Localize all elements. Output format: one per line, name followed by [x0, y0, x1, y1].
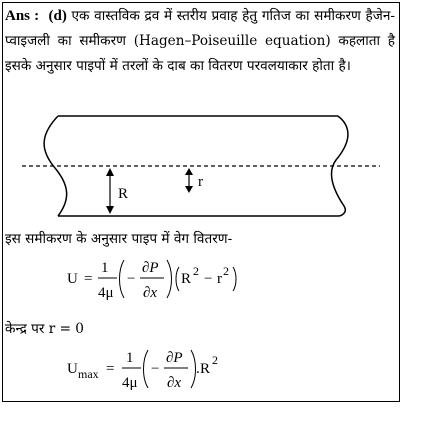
eq2-dx: ∂x: [167, 375, 182, 391]
eq2-minus: −: [151, 361, 160, 377]
eq1-denominator: 4μ: [98, 285, 114, 301]
eq1-r-exponent: 2: [223, 264, 229, 278]
eq1-r: r: [217, 271, 222, 287]
centre-condition-line: केन्द्र पर r = 0: [5, 321, 84, 337]
eq1-lhs: U: [67, 271, 78, 287]
eq1-minus2: −: [204, 271, 213, 287]
eq1-dx: ∂x: [143, 285, 158, 301]
radius-label: R: [118, 186, 129, 202]
eq2-subscript: max: [78, 367, 99, 381]
eq1-equals: =: [84, 271, 93, 287]
answer-label: Ans :: [5, 8, 40, 24]
eq2-numerator: 1: [126, 350, 134, 366]
velocity-distribution-line: इस समीकरण के अनुसार पाइप में वेग वितरण-: [5, 231, 233, 247]
eq2-R: R: [200, 361, 211, 377]
eq1-minus: −: [127, 271, 136, 287]
eq1-R: R: [181, 271, 192, 287]
eq2-R-exponent: 2: [212, 353, 218, 367]
eq2-lhs: U: [67, 361, 78, 377]
eq2-denominator: 4μ: [122, 375, 138, 391]
eq1-dP: ∂P: [142, 260, 159, 276]
local-radius-label: r: [198, 174, 203, 190]
eq2-dot: .: [196, 361, 200, 377]
eq2-equals: =: [106, 361, 115, 377]
eq1-numerator: 1: [101, 260, 109, 276]
eq2-dP: ∂P: [166, 350, 183, 366]
eq1-R-exponent: 2: [193, 264, 199, 278]
answer-text: एक वास्तविक द्रव में स्तरीय प्रवाह हेतु गतिज का समीकरण हैजेन-प्वाइजली का समीकरण (Hagen–Poiseuille equation) कहलाता है इसके अनुसार पाइपों में तरलों के दाब का वितरण परवलयाकार होता है।: [5, 8, 395, 74]
answer-option: (d): [48, 8, 67, 24]
